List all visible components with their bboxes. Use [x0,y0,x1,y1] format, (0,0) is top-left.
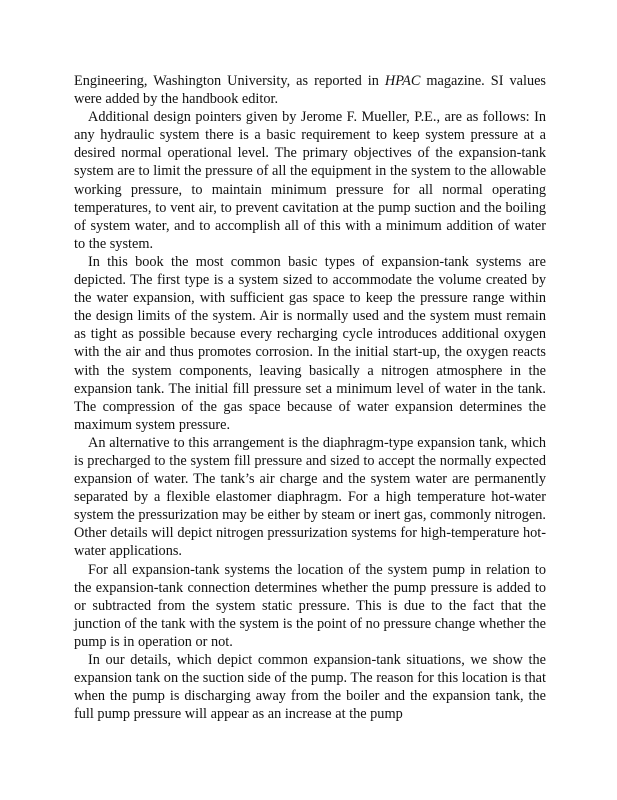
paragraph-4: An alternative to this arrangement is the diaphragm-type expansion tank, which is precharged to the system fill pressure and sized to accept the normally expected expansion of water. The tank’s air charge and the system water are permanently separated by a flexible elastomer diaphragm. For a high temperature hot-water system the pressurization may be either by steam or inert gas, commonly nitrogen. Other details will depict nitrogen pressurization systems for high-temperature hot-water applications. [74,434,546,560]
paragraph-6: In our details, which depict common expansion-tank situations, we show the expansion tank on the suction side of the pump. The reason for this location is that when the pump is discharging away from the boiler and the expansion tank, the full pump pressure will appear as an increase at the pump [74,652,546,723]
paragraph-1-text-start: Engineering, Washington University, as reported in [74,73,385,89]
document-page [74,72,546,723]
paragraph-1-text-end: magazine. SI values were added by the handbook editor. [74,73,546,108]
magazine-title: HPAC [384,73,421,89]
paragraph-1 [74,72,546,108]
paragraph-3: In this book the most common basic types of expansion-tank systems are depicted. The first type is a system sized to accommodate the volume created by the water expansion, with sufficient gas space to keep the pressure range within the design limits of the system. Air is normally used and the system must remain as tight as possible because every recharging cycle introduces additional oxygen with the air and thus promotes corrosion. In the initial start-up, the oxygen reacts with the system components, leaving basically a nitrogen atmosphere in the expansion tank. The initial fill pressure set a minimum level of water in the tank. The compression of the gas space because of water expansion determines the maximum system pressure. [74,253,546,433]
paragraph-2: Additional design pointers given by Jerome F. Mueller, P.E., are as follows: In any hydraulic system there is a basic requirement to keep system pressure at a desired normal operational level. The primary objectives of the expansion-tank system are to limit the pressure of all the equipment in the system to the allowable working pressure, to maintain minimum pressure for all normal operating temperatures, to vent air, to prevent cavitation at the pump suction and the boiling of system water, and to accomplish all of this with a minimum addition of water to the system. [74,109,546,252]
paragraph-5: For all expansion-tank systems the location of the system pump in relation to the expansion-tank connection determines whether the pump pressure is added to or subtracted from the system static pressure. This is due to the fact that the junction of the tank with the system is the point of no pressure change whether the pump is in operation or not. [74,561,546,650]
